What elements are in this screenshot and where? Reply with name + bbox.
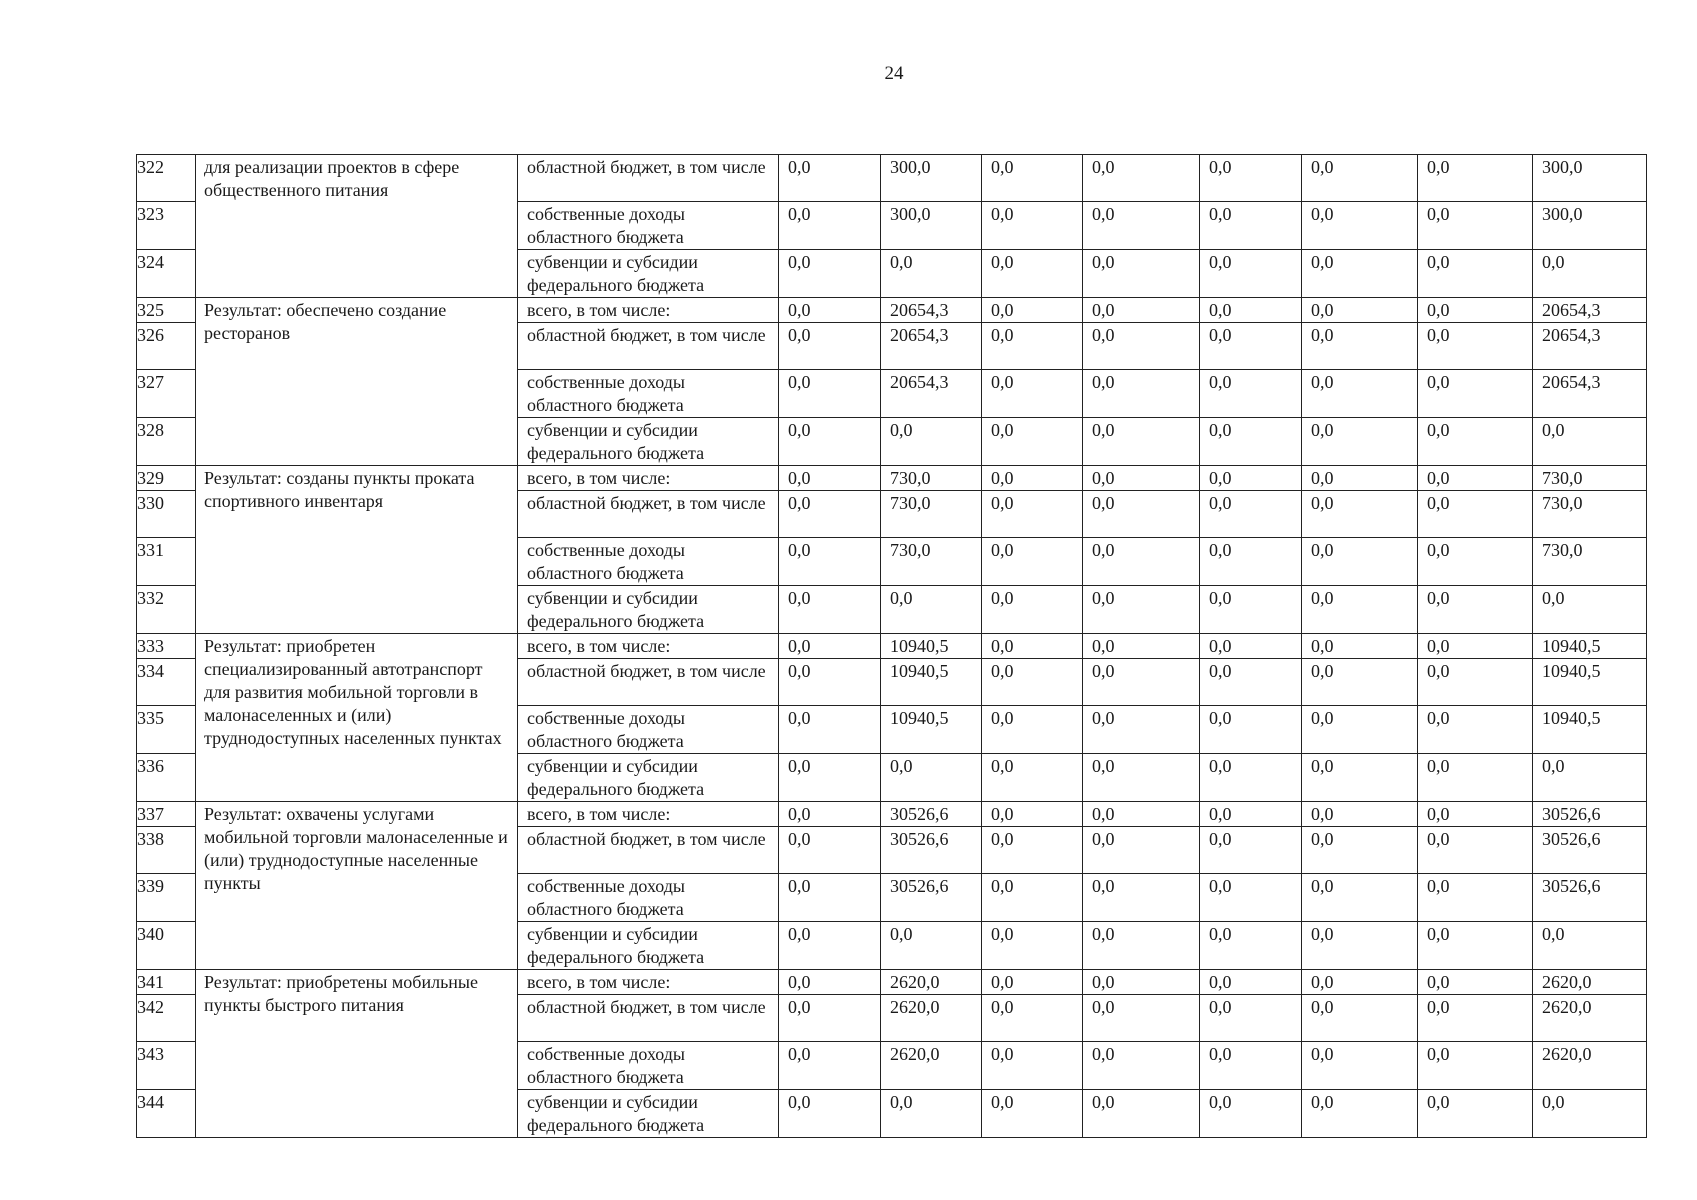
value-cell: 0,0 bbox=[1302, 250, 1418, 298]
value-cell: 0,0 bbox=[982, 418, 1083, 466]
value-cell: 2620,0 bbox=[1533, 995, 1647, 1042]
row-number: 342 bbox=[137, 995, 196, 1042]
value-cell: 0,0 bbox=[1533, 586, 1647, 634]
value-cell: 0,0 bbox=[1200, 418, 1302, 466]
value-cell: 0,0 bbox=[1418, 250, 1533, 298]
value-cell: 0,0 bbox=[779, 659, 881, 706]
value-cell: 0,0 bbox=[1083, 827, 1200, 874]
value-cell: 0,0 bbox=[779, 298, 881, 323]
value-cell: 0,0 bbox=[1418, 418, 1533, 466]
row-description: для реализации проектов в сфере общественного питания bbox=[196, 155, 518, 298]
value-cell: 0,0 bbox=[1418, 298, 1533, 323]
row-number: 333 bbox=[137, 634, 196, 659]
value-cell: 0,0 bbox=[779, 538, 881, 586]
value-cell: 0,0 bbox=[1418, 466, 1533, 491]
value-cell: 0,0 bbox=[1418, 323, 1533, 370]
value-cell: 0,0 bbox=[1083, 491, 1200, 538]
value-cell: 0,0 bbox=[779, 202, 881, 250]
funding-source: собственные доходы областного бюджета bbox=[518, 202, 779, 250]
row-number: 335 bbox=[137, 706, 196, 754]
value-cell: 20654,3 bbox=[881, 370, 982, 418]
value-cell: 0,0 bbox=[1302, 1042, 1418, 1090]
value-cell: 0,0 bbox=[1200, 586, 1302, 634]
row-number: 322 bbox=[137, 155, 196, 202]
value-cell: 0,0 bbox=[1083, 634, 1200, 659]
value-cell: 300,0 bbox=[1533, 155, 1647, 202]
value-cell: 0,0 bbox=[1302, 370, 1418, 418]
funding-source: областной бюджет, в том числе bbox=[518, 155, 779, 202]
row-description: Результат: охвачены услугами мобильной торговли малонаселенные и (или) труднодоступные населенные пункты bbox=[196, 802, 518, 970]
value-cell: 0,0 bbox=[1083, 754, 1200, 802]
value-cell: 0,0 bbox=[1418, 995, 1533, 1042]
row-number: 325 bbox=[137, 298, 196, 323]
value-cell: 0,0 bbox=[1200, 922, 1302, 970]
funding-source: всего, в том числе: bbox=[518, 970, 779, 995]
value-cell: 0,0 bbox=[1418, 659, 1533, 706]
value-cell: 20654,3 bbox=[1533, 370, 1647, 418]
value-cell: 0,0 bbox=[982, 874, 1083, 922]
funding-source: субвенции и субсидии федерального бюджета bbox=[518, 922, 779, 970]
table-row bbox=[137, 466, 1647, 491]
value-cell: 0,0 bbox=[1083, 874, 1200, 922]
value-cell: 0,0 bbox=[779, 1042, 881, 1090]
value-cell: 0,0 bbox=[881, 586, 982, 634]
row-number: 332 bbox=[137, 586, 196, 634]
value-cell: 30526,6 bbox=[1533, 802, 1647, 827]
value-cell: 0,0 bbox=[1200, 466, 1302, 491]
value-cell: 30526,6 bbox=[1533, 827, 1647, 874]
value-cell: 730,0 bbox=[1533, 491, 1647, 538]
funding-source: субвенции и субсидии федерального бюджета bbox=[518, 418, 779, 466]
value-cell: 0,0 bbox=[1302, 922, 1418, 970]
value-cell: 0,0 bbox=[982, 155, 1083, 202]
value-cell: 0,0 bbox=[779, 706, 881, 754]
value-cell: 0,0 bbox=[1302, 298, 1418, 323]
value-cell: 0,0 bbox=[1302, 466, 1418, 491]
value-cell: 0,0 bbox=[982, 995, 1083, 1042]
value-cell: 0,0 bbox=[779, 634, 881, 659]
row-description: Результат: приобретен специализированный автотранспорт для развития мобильной торговли в малонаселенных и (или) труднодоступных населенных пунктах bbox=[196, 634, 518, 802]
row-number: 338 bbox=[137, 827, 196, 874]
value-cell: 0,0 bbox=[1302, 323, 1418, 370]
value-cell: 0,0 bbox=[1302, 538, 1418, 586]
value-cell: 0,0 bbox=[1083, 1042, 1200, 1090]
value-cell: 10940,5 bbox=[1533, 706, 1647, 754]
table-body bbox=[137, 155, 1647, 1138]
value-cell: 0,0 bbox=[1302, 659, 1418, 706]
table-row bbox=[137, 802, 1647, 827]
value-cell: 0,0 bbox=[982, 706, 1083, 754]
funding-source: областной бюджет, в том числе bbox=[518, 491, 779, 538]
value-cell: 0,0 bbox=[881, 250, 982, 298]
value-cell: 0,0 bbox=[881, 418, 982, 466]
value-cell: 730,0 bbox=[881, 538, 982, 586]
value-cell: 0,0 bbox=[1083, 202, 1200, 250]
value-cell: 0,0 bbox=[1200, 706, 1302, 754]
value-cell: 0,0 bbox=[982, 970, 1083, 995]
value-cell: 0,0 bbox=[1418, 874, 1533, 922]
value-cell: 0,0 bbox=[779, 1090, 881, 1138]
value-cell: 0,0 bbox=[779, 922, 881, 970]
value-cell: 0,0 bbox=[779, 874, 881, 922]
value-cell: 0,0 bbox=[1083, 250, 1200, 298]
value-cell: 0,0 bbox=[1302, 706, 1418, 754]
value-cell: 0,0 bbox=[982, 323, 1083, 370]
value-cell: 0,0 bbox=[982, 754, 1083, 802]
value-cell: 0,0 bbox=[1200, 491, 1302, 538]
value-cell: 0,0 bbox=[779, 155, 881, 202]
row-number: 343 bbox=[137, 1042, 196, 1090]
value-cell: 0,0 bbox=[779, 418, 881, 466]
row-number: 327 bbox=[137, 370, 196, 418]
funding-source: всего, в том числе: bbox=[518, 298, 779, 323]
value-cell: 0,0 bbox=[1418, 970, 1533, 995]
value-cell: 0,0 bbox=[1200, 634, 1302, 659]
row-number: 344 bbox=[137, 1090, 196, 1138]
funding-source: областной бюджет, в том числе bbox=[518, 659, 779, 706]
funding-source: субвенции и субсидии федерального бюджета bbox=[518, 250, 779, 298]
value-cell: 0,0 bbox=[1083, 659, 1200, 706]
row-description: Результат: созданы пункты проката спортивного инвентаря bbox=[196, 466, 518, 634]
value-cell: 0,0 bbox=[1083, 970, 1200, 995]
table-row bbox=[137, 634, 1647, 659]
value-cell: 0,0 bbox=[1083, 586, 1200, 634]
value-cell: 0,0 bbox=[1418, 754, 1533, 802]
value-cell: 0,0 bbox=[1200, 754, 1302, 802]
value-cell: 0,0 bbox=[779, 754, 881, 802]
value-cell: 10940,5 bbox=[1533, 659, 1647, 706]
value-cell: 0,0 bbox=[1533, 922, 1647, 970]
value-cell: 0,0 bbox=[779, 970, 881, 995]
value-cell: 0,0 bbox=[779, 827, 881, 874]
value-cell: 0,0 bbox=[1083, 802, 1200, 827]
value-cell: 0,0 bbox=[982, 1042, 1083, 1090]
value-cell: 30526,6 bbox=[881, 827, 982, 874]
row-number: 331 bbox=[137, 538, 196, 586]
value-cell: 0,0 bbox=[779, 323, 881, 370]
row-number: 330 bbox=[137, 491, 196, 538]
value-cell: 0,0 bbox=[1200, 802, 1302, 827]
value-cell: 0,0 bbox=[1302, 586, 1418, 634]
value-cell: 10940,5 bbox=[881, 659, 982, 706]
value-cell: 0,0 bbox=[1418, 922, 1533, 970]
value-cell: 2620,0 bbox=[1533, 1042, 1647, 1090]
value-cell: 0,0 bbox=[1200, 874, 1302, 922]
table-row bbox=[137, 298, 1647, 323]
value-cell: 0,0 bbox=[1533, 418, 1647, 466]
value-cell: 0,0 bbox=[1302, 802, 1418, 827]
value-cell: 0,0 bbox=[1200, 298, 1302, 323]
value-cell: 0,0 bbox=[1302, 970, 1418, 995]
funding-source: собственные доходы областного бюджета bbox=[518, 706, 779, 754]
row-number: 334 bbox=[137, 659, 196, 706]
value-cell: 30526,6 bbox=[1533, 874, 1647, 922]
value-cell: 0,0 bbox=[1302, 155, 1418, 202]
value-cell: 300,0 bbox=[881, 155, 982, 202]
value-cell: 0,0 bbox=[779, 370, 881, 418]
value-cell: 2620,0 bbox=[881, 995, 982, 1042]
value-cell: 0,0 bbox=[779, 802, 881, 827]
value-cell: 0,0 bbox=[779, 491, 881, 538]
row-number: 337 bbox=[137, 802, 196, 827]
funding-source: собственные доходы областного бюджета bbox=[518, 874, 779, 922]
value-cell: 0,0 bbox=[1418, 538, 1533, 586]
value-cell: 0,0 bbox=[1083, 922, 1200, 970]
row-number: 341 bbox=[137, 970, 196, 995]
value-cell: 0,0 bbox=[1418, 491, 1533, 538]
value-cell: 0,0 bbox=[1200, 659, 1302, 706]
value-cell: 300,0 bbox=[1533, 202, 1647, 250]
value-cell: 0,0 bbox=[779, 995, 881, 1042]
value-cell: 0,0 bbox=[779, 250, 881, 298]
value-cell: 0,0 bbox=[1302, 754, 1418, 802]
value-cell: 0,0 bbox=[881, 754, 982, 802]
value-cell: 20654,3 bbox=[1533, 298, 1647, 323]
value-cell: 0,0 bbox=[1302, 995, 1418, 1042]
value-cell: 0,0 bbox=[1418, 802, 1533, 827]
value-cell: 20654,3 bbox=[881, 298, 982, 323]
value-cell: 10940,5 bbox=[1533, 634, 1647, 659]
value-cell: 0,0 bbox=[1083, 298, 1200, 323]
value-cell: 730,0 bbox=[881, 466, 982, 491]
value-cell: 0,0 bbox=[1200, 250, 1302, 298]
value-cell: 0,0 bbox=[1418, 1042, 1533, 1090]
row-number: 326 bbox=[137, 323, 196, 370]
row-number: 336 bbox=[137, 754, 196, 802]
funding-source: собственные доходы областного бюджета bbox=[518, 1042, 779, 1090]
budget-table bbox=[136, 154, 1647, 1138]
value-cell: 300,0 bbox=[881, 202, 982, 250]
value-cell: 0,0 bbox=[1083, 155, 1200, 202]
value-cell: 0,0 bbox=[982, 491, 1083, 538]
value-cell: 0,0 bbox=[1302, 491, 1418, 538]
value-cell: 0,0 bbox=[982, 466, 1083, 491]
row-number: 324 bbox=[137, 250, 196, 298]
value-cell: 0,0 bbox=[1418, 202, 1533, 250]
row-number: 328 bbox=[137, 418, 196, 466]
value-cell: 0,0 bbox=[1418, 827, 1533, 874]
value-cell: 0,0 bbox=[1302, 634, 1418, 659]
funding-source: всего, в том числе: bbox=[518, 466, 779, 491]
value-cell: 0,0 bbox=[1200, 970, 1302, 995]
value-cell: 730,0 bbox=[881, 491, 982, 538]
value-cell: 10940,5 bbox=[881, 706, 982, 754]
value-cell: 730,0 bbox=[1533, 466, 1647, 491]
value-cell: 0,0 bbox=[1083, 418, 1200, 466]
value-cell: 0,0 bbox=[1418, 155, 1533, 202]
value-cell: 2620,0 bbox=[881, 970, 982, 995]
value-cell: 0,0 bbox=[1533, 250, 1647, 298]
funding-source: субвенции и субсидии федерального бюджета bbox=[518, 1090, 779, 1138]
value-cell: 0,0 bbox=[1302, 874, 1418, 922]
value-cell: 30526,6 bbox=[881, 802, 982, 827]
value-cell: 0,0 bbox=[1083, 706, 1200, 754]
funding-source: областной бюджет, в том числе bbox=[518, 323, 779, 370]
value-cell: 0,0 bbox=[1200, 370, 1302, 418]
value-cell: 30526,6 bbox=[881, 874, 982, 922]
value-cell: 0,0 bbox=[1083, 370, 1200, 418]
value-cell: 0,0 bbox=[982, 370, 1083, 418]
value-cell: 0,0 bbox=[982, 827, 1083, 874]
value-cell: 0,0 bbox=[1418, 1090, 1533, 1138]
value-cell: 0,0 bbox=[982, 1090, 1083, 1138]
value-cell: 2620,0 bbox=[1533, 970, 1647, 995]
value-cell: 0,0 bbox=[1302, 827, 1418, 874]
value-cell: 0,0 bbox=[982, 922, 1083, 970]
value-cell: 0,0 bbox=[1533, 1090, 1647, 1138]
value-cell: 0,0 bbox=[779, 466, 881, 491]
value-cell: 0,0 bbox=[1302, 1090, 1418, 1138]
value-cell: 0,0 bbox=[1083, 466, 1200, 491]
value-cell: 0,0 bbox=[1418, 634, 1533, 659]
value-cell: 20654,3 bbox=[881, 323, 982, 370]
page-number: 24 bbox=[884, 63, 904, 84]
table-row bbox=[137, 970, 1647, 995]
value-cell: 0,0 bbox=[1200, 155, 1302, 202]
value-cell: 0,0 bbox=[982, 659, 1083, 706]
value-cell: 0,0 bbox=[1418, 370, 1533, 418]
value-cell: 0,0 bbox=[1083, 995, 1200, 1042]
funding-source: областной бюджет, в том числе bbox=[518, 827, 779, 874]
funding-source: всего, в том числе: bbox=[518, 802, 779, 827]
value-cell: 2620,0 bbox=[881, 1042, 982, 1090]
value-cell: 0,0 bbox=[881, 1090, 982, 1138]
value-cell: 0,0 bbox=[982, 298, 1083, 323]
funding-source: субвенции и субсидии федерального бюджета bbox=[518, 754, 779, 802]
value-cell: 0,0 bbox=[1200, 323, 1302, 370]
row-description: Результат: обеспечено создание ресторанов bbox=[196, 298, 518, 466]
value-cell: 0,0 bbox=[1200, 1042, 1302, 1090]
value-cell: 0,0 bbox=[1302, 418, 1418, 466]
value-cell: 0,0 bbox=[982, 250, 1083, 298]
funding-source: собственные доходы областного бюджета bbox=[518, 370, 779, 418]
value-cell: 0,0 bbox=[1200, 202, 1302, 250]
row-number: 339 bbox=[137, 874, 196, 922]
value-cell: 20654,3 bbox=[1533, 323, 1647, 370]
value-cell: 0,0 bbox=[1418, 706, 1533, 754]
value-cell: 0,0 bbox=[1200, 1090, 1302, 1138]
value-cell: 0,0 bbox=[1302, 202, 1418, 250]
value-cell: 0,0 bbox=[1083, 1090, 1200, 1138]
value-cell: 0,0 bbox=[1418, 586, 1533, 634]
value-cell: 0,0 bbox=[779, 586, 881, 634]
row-number: 340 bbox=[137, 922, 196, 970]
funding-source: всего, в том числе: bbox=[518, 634, 779, 659]
funding-source: субвенции и субсидии федерального бюджета bbox=[518, 586, 779, 634]
value-cell: 0,0 bbox=[1200, 995, 1302, 1042]
row-description: Результат: приобретены мобильные пункты быстрого питания bbox=[196, 970, 518, 1138]
value-cell: 0,0 bbox=[982, 802, 1083, 827]
funding-source: собственные доходы областного бюджета bbox=[518, 538, 779, 586]
value-cell: 0,0 bbox=[1533, 754, 1647, 802]
row-number: 329 bbox=[137, 466, 196, 491]
funding-source: областной бюджет, в том числе bbox=[518, 995, 779, 1042]
value-cell: 0,0 bbox=[881, 922, 982, 970]
value-cell: 0,0 bbox=[982, 586, 1083, 634]
row-number: 323 bbox=[137, 202, 196, 250]
value-cell: 0,0 bbox=[982, 202, 1083, 250]
value-cell: 0,0 bbox=[1083, 538, 1200, 586]
value-cell: 0,0 bbox=[1200, 538, 1302, 586]
value-cell: 10940,5 bbox=[881, 634, 982, 659]
value-cell: 0,0 bbox=[982, 538, 1083, 586]
value-cell: 0,0 bbox=[982, 634, 1083, 659]
value-cell: 0,0 bbox=[1083, 323, 1200, 370]
value-cell: 730,0 bbox=[1533, 538, 1647, 586]
table-row bbox=[137, 155, 1647, 202]
value-cell: 0,0 bbox=[1200, 827, 1302, 874]
